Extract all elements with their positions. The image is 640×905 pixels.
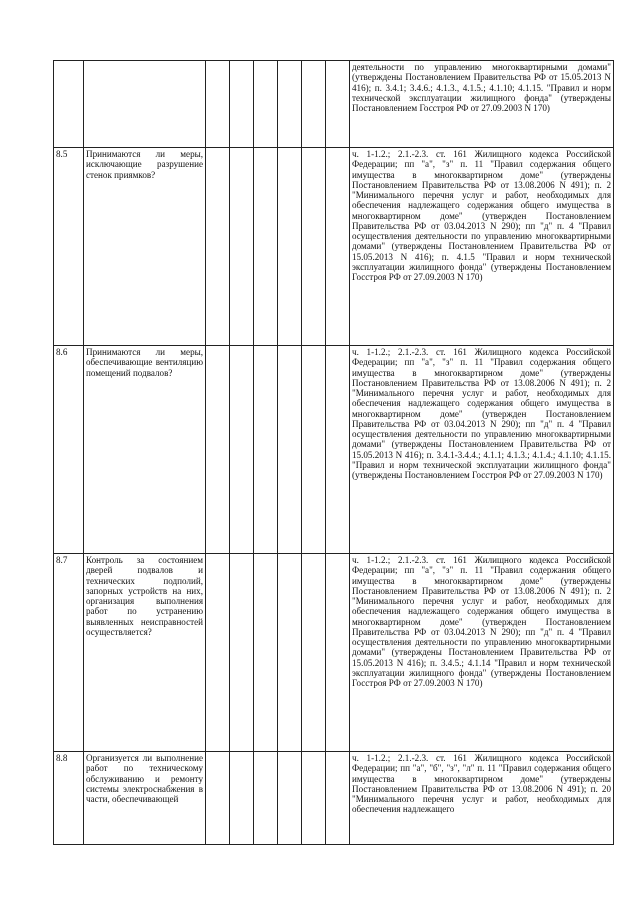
row-question — [84, 61, 206, 148]
answer-cell — [278, 554, 302, 752]
row-question: Организуется ли выполнение работ по техническому обслуживанию и ремонту системы электроснабжения в части, обеспечивающей — [84, 752, 206, 845]
answer-cell — [206, 554, 230, 752]
answer-cell — [278, 61, 302, 148]
answer-cell — [230, 752, 254, 845]
answer-cell — [302, 61, 326, 148]
table-row — [54, 346, 614, 554]
answer-cell — [230, 61, 254, 148]
table-row — [54, 752, 614, 845]
answer-cell — [254, 346, 278, 554]
answer-cell — [278, 346, 302, 554]
row-number — [54, 61, 84, 148]
table-row — [54, 61, 614, 148]
row-number: 8.7 — [54, 554, 84, 752]
answer-cell — [206, 346, 230, 554]
answer-cell — [326, 61, 350, 148]
answer-cell — [206, 61, 230, 148]
row-reference: ч. 1-1.2.; 2.1.-2.3. ст. 161 Жилищного кодекса Российской Федерации; пп "а", "з" п. 11 "Правил содержания общего имущества в многоквартирном доме" (утверждены Постановлением Правительства РФ от 13.08.2006 N 491); п. 2 "Минимального перечня услуг и работ, необходимых для обеспечения надлежащего содержания общего имущества в многоквартирном доме" (утвержден Постановлением Правительства РФ от 03.04.2013 N 290); пп "д" п. 4 "Правил осуществления деятельности по управлению многоквартирными домами" (утверждены Постановлением Правительства РФ от 15.05.2013 N 416); п. 3.4.5.; 4.1.14 "Правил и норм технической эксплуатации жилищного фонда" (утверждены Постановлением Госстроя РФ от 27.09.2003 N 170) — [350, 554, 614, 752]
answer-cell — [278, 752, 302, 845]
answer-cell — [254, 554, 278, 752]
answer-cell — [230, 148, 254, 346]
table-row — [54, 148, 614, 346]
row-number: 8.6 — [54, 346, 84, 554]
answer-cell — [326, 554, 350, 752]
answer-cell — [206, 752, 230, 845]
answer-cell — [254, 148, 278, 346]
answer-cell — [230, 346, 254, 554]
answer-cell — [302, 148, 326, 346]
row-question: Принимаются ли меры, обеспечивающие вентиляцию помещений подвалов? — [84, 346, 206, 554]
row-reference: ч. 1-1.2.; 2.1.-2.3. ст. 161 Жилищного кодекса Российской Федерации; пп "а", "з" п. 11 "Правил содержания общего имущества в многоквартирном доме" (утверждены Постановлением Правительства РФ от 13.08.2006 N 491); п. 2 "Минимального перечня услуг и работ, необходимых для обеспечения надлежащего содержания общего имущества в многоквартирном доме" (утвержден Постановлением Правительства РФ от 03.04.2013 N 290); пп "д" п. 4 "Правил осуществления деятельности по управлению многоквартирными домами" (утверждены Постановлением Правительства РФ от 15.05.2013 N 416); п. 3.4.1-3.4.4.; 4.1.1; 4.1.3.; 4.1.4.; 4.1.10; 4.1.15. "Правил и норм технической эксплуатации жилищного фонда" (утверждены Постановлением Госстроя РФ от 27.09.2003 N 170) — [350, 346, 614, 554]
answer-cell — [302, 346, 326, 554]
checklist-table — [53, 60, 614, 845]
row-reference: ч. 1-1.2.; 2.1.-2.3. ст. 161 Жилищного кодекса Российской Федерации; пп "а", "з" п. 11 "Правил содержания общего имущества в многоквартирном доме" (утверждены Постановлением Правительства РФ от 13.08.2006 N 491); п. 2 "Минимального перечня услуг и работ, необходимых для обеспечения надлежащего содержания общего имущества в многоквартирном доме" (утвержден Постановлением Правительства РФ от 03.04.2013 N 290); пп "д" п. 4 "Правил осуществления деятельности по управлению многоквартирными домами" (утверждены Постановлением Правительства РФ от 15.05.2013 N 416); п. 4.1.5 "Правил и норм технической эксплуатации жилищного фонда" (утверждены Постановлением Госстроя РФ от 27.09.2003 N 170) — [350, 148, 614, 346]
answer-cell — [206, 148, 230, 346]
table-row — [54, 554, 614, 752]
answer-cell — [254, 61, 278, 148]
answer-cell — [302, 554, 326, 752]
row-question: Контроль за состоянием дверей подвалов и технических подполий, запорных устройств на них, организация выполнения работ по устранению выявленных неисправностей осуществляется? — [84, 554, 206, 752]
row-reference: ч. 1-1.2.; 2.1.-2.3. ст. 161 Жилищного кодекса Российской Федерации; пп "а", "б", "з", "л" п. 11 "Правил содержания общего имущества в многоквартирном доме" (утверждены Постановлением Правительства РФ от 13.08.2006 N 491); п. 20 "Минимального перечня услуг и работ, необходимых для обеспечения надлежащего — [350, 752, 614, 845]
answer-cell — [326, 752, 350, 845]
answer-cell — [230, 554, 254, 752]
answer-cell — [278, 148, 302, 346]
row-reference: деятельности по управлению многоквартирными домами" (утверждены Постановлением Правительства РФ от 15.05.2013 N 416); п. 3.4.1; 3.4.6.; 4.1.3., 4.1.5.; 4.1.10; 4.1.15. "Правил и норм технической эксплуатации жилищного фонда" (утверждены Постановлением Госстроя РФ от 27.09.2003 N 170) — [350, 61, 614, 148]
answer-cell — [302, 752, 326, 845]
answer-cell — [326, 148, 350, 346]
row-question: Принимаются ли меры, исключающие разрушение стенок приямков? — [84, 148, 206, 346]
row-number: 8.5 — [54, 148, 84, 346]
row-number: 8.8 — [54, 752, 84, 845]
answer-cell — [254, 752, 278, 845]
answer-cell — [326, 346, 350, 554]
